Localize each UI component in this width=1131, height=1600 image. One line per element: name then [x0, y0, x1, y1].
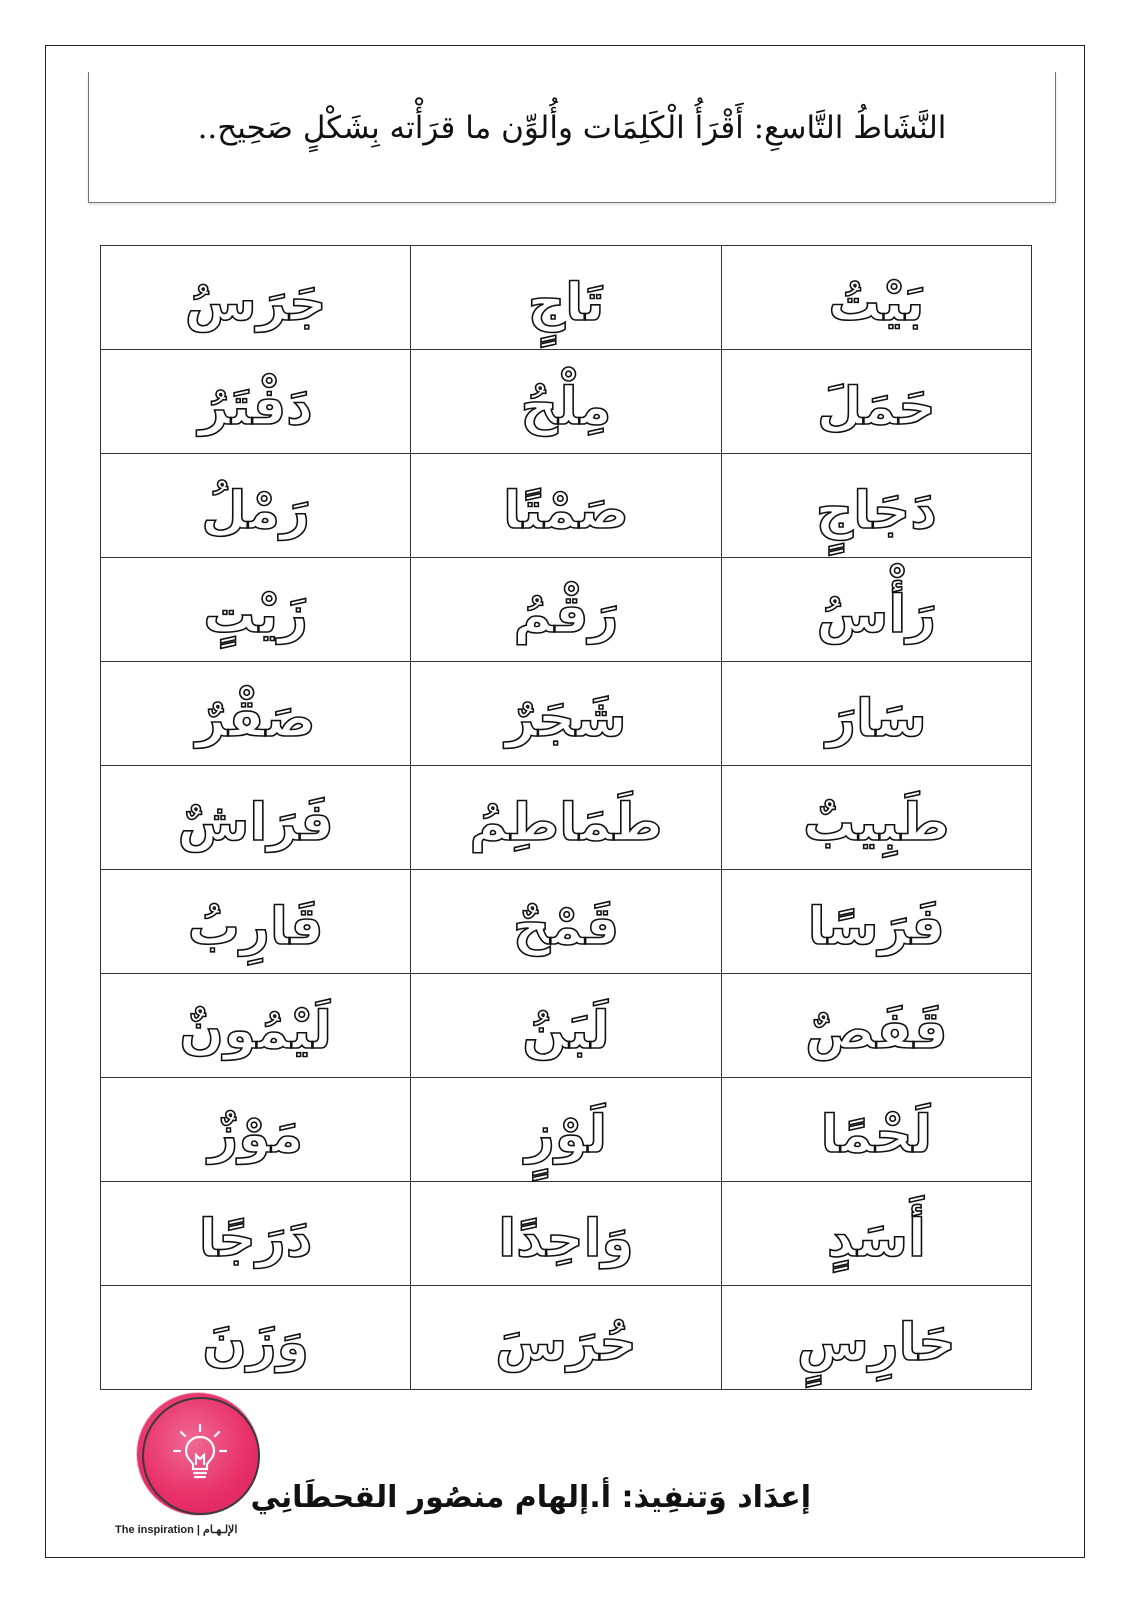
word-cell[interactable] — [101, 1078, 411, 1182]
activity-title: النَّشَاطُ التَّاسعِ: أَقْرَأُ الْكَلِمَات وأُلوِّن ما قرَأْته بِشَكْلٍ صَحِيح.. — [197, 110, 947, 146]
word-text: بَيْتُ — [828, 272, 925, 333]
word-text: رَقْمُ — [513, 584, 619, 645]
word-text: طَبِيبٌ — [803, 792, 950, 853]
table-row — [101, 1078, 1032, 1182]
word-cell[interactable] — [101, 974, 411, 1078]
author-credit: إعدَاد وَتنفِيذ: أ.إلهام منصُور القحطَانِي — [250, 1480, 811, 1515]
word-cell[interactable] — [101, 766, 411, 870]
table-row — [101, 454, 1032, 558]
word-cell[interactable] — [721, 1078, 1031, 1182]
word-cell[interactable] — [411, 766, 721, 870]
word-table — [100, 245, 1032, 1390]
word-cell[interactable] — [411, 246, 721, 350]
logo-caption: The inspiration | الإلـهـام — [115, 1524, 238, 1536]
word-cell[interactable] — [411, 558, 721, 662]
word-text: لَبَنُ — [522, 1000, 610, 1061]
table-row — [101, 974, 1032, 1078]
word-text: رَأْسُ — [816, 584, 937, 645]
word-cell[interactable] — [101, 558, 411, 662]
activity-title-box — [88, 72, 1056, 203]
word-cell[interactable] — [411, 662, 721, 766]
lightbulb-icon — [172, 1423, 228, 1487]
word-text: وَزَنَ — [202, 1312, 309, 1373]
table-row — [101, 246, 1032, 350]
word-cell[interactable] — [101, 870, 411, 974]
word-cell[interactable] — [721, 1182, 1031, 1286]
word-cell[interactable] — [101, 350, 411, 454]
word-cell[interactable] — [101, 246, 411, 350]
word-text: قَفَصٌ — [805, 1000, 948, 1061]
word-cell[interactable] — [721, 246, 1031, 350]
table-row — [101, 1286, 1032, 1390]
word-cell[interactable] — [721, 454, 1031, 558]
word-text: فَرَاشٌ — [177, 792, 334, 853]
word-cell[interactable] — [411, 870, 721, 974]
word-cell[interactable] — [411, 1182, 721, 1286]
table-row — [101, 1182, 1032, 1286]
word-cell[interactable] — [721, 662, 1031, 766]
word-text: فَرَسًا — [807, 896, 945, 957]
word-text: جَرَسُ — [184, 272, 327, 333]
table-row — [101, 350, 1032, 454]
word-text: دَجَاجٍ — [815, 480, 937, 541]
word-text: قَمْحٌ — [512, 896, 620, 957]
word-cell[interactable] — [411, 1078, 721, 1182]
word-text: زَيْتٍ — [203, 584, 308, 645]
word-text: مَوْزٌ — [208, 1104, 304, 1165]
word-cell[interactable] — [411, 350, 721, 454]
word-text: حَمَلَ — [816, 376, 936, 437]
word-cell[interactable] — [101, 1286, 411, 1390]
table-row — [101, 558, 1032, 662]
word-text: صَقْرٌ — [195, 688, 316, 749]
word-text: دَرَجًا — [198, 1208, 313, 1269]
word-cell[interactable] — [411, 454, 721, 558]
word-text: دَفْتَرُ — [198, 376, 313, 437]
word-cell[interactable] — [411, 974, 721, 1078]
word-text: صَمْتًا — [503, 480, 629, 541]
word-text: رَمْلُ — [201, 480, 310, 541]
word-cell[interactable] — [411, 1286, 721, 1390]
word-text: مِلْحُ — [520, 376, 612, 437]
logo — [115, 1393, 265, 1543]
word-cell[interactable] — [101, 662, 411, 766]
word-cell[interactable] — [101, 454, 411, 558]
word-text: وَاحِدًا — [498, 1208, 634, 1269]
word-text: شَجَرٌ — [505, 688, 627, 749]
word-cell[interactable] — [721, 870, 1031, 974]
word-text: أَسَدٍ — [826, 1208, 926, 1269]
table-row — [101, 870, 1032, 974]
word-text: قَارِبُ — [187, 896, 324, 957]
word-text: لَحْمًا — [820, 1104, 933, 1165]
word-text: لَيْمُونٌ — [179, 1000, 332, 1061]
word-text: حَارِسٍ — [796, 1312, 956, 1373]
table-row — [101, 766, 1032, 870]
word-cell[interactable] — [721, 558, 1031, 662]
word-text: تَاجٍ — [527, 272, 605, 333]
word-text: طَمَاطِمُ — [469, 792, 663, 853]
word-cell[interactable] — [721, 766, 1031, 870]
word-cell[interactable] — [721, 1286, 1031, 1390]
word-text: حُرَسَ — [495, 1312, 637, 1373]
table-row — [101, 662, 1032, 766]
word-cell[interactable] — [721, 974, 1031, 1078]
word-text: لَوْزٍ — [524, 1104, 608, 1165]
word-cell[interactable] — [721, 350, 1031, 454]
word-cell[interactable] — [101, 1182, 411, 1286]
word-text: سَارَ — [826, 688, 927, 749]
